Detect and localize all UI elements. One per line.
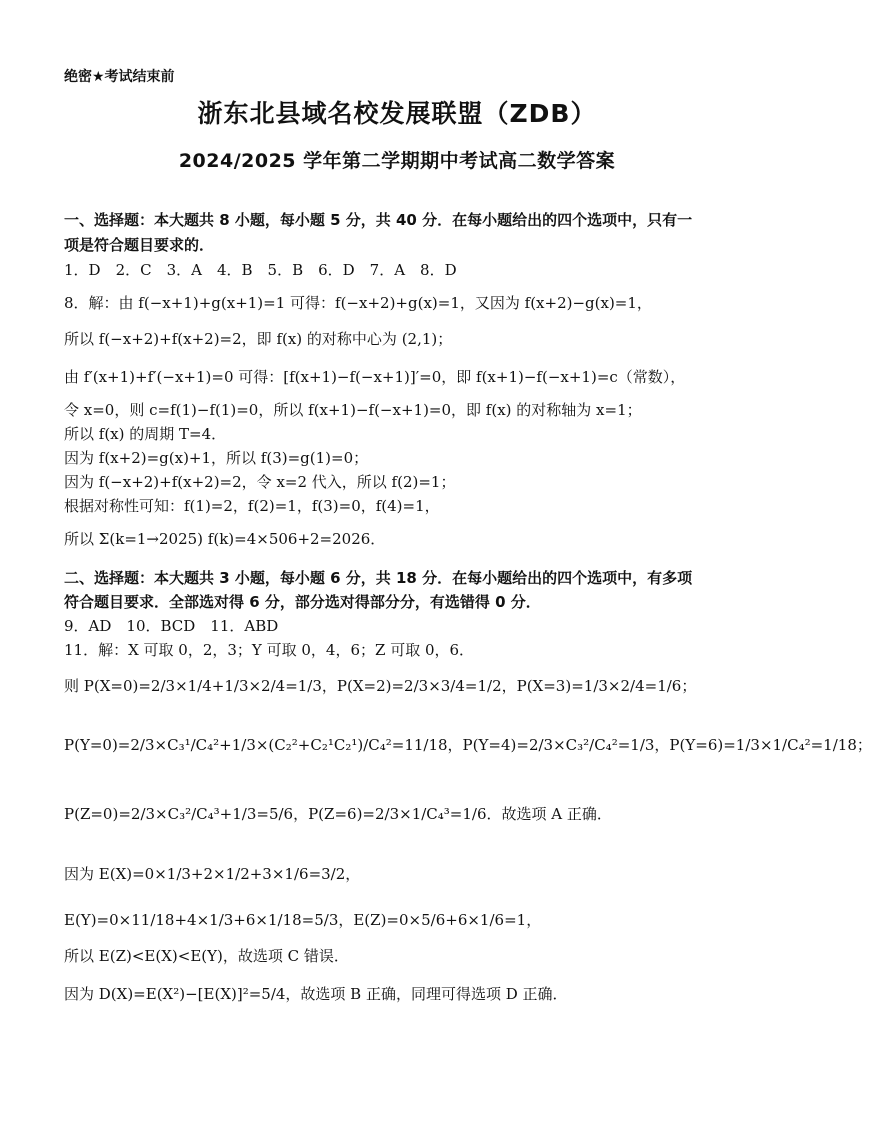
q11-line6: E(Y)=0×11/18+4×1/3+6×1/18=5/3，E(Z)=0×5/6+6×1/6=1， [64,911,542,929]
q11-line1: 11．解：X 可取 0，2，3；Y 可取 0，4，6；Z 可取 0，6． [64,641,475,659]
q8-line6: 因为 f(x+2)=g(x)+1，所以 f(3)=g(1)=0； [64,449,369,467]
q11-line8: 因为 D(X)=E(X²)−[E(X)]²=5/4，故选项 B 正确，同理可得选项 D 正确． [64,985,568,1003]
q8-line5: 所以 f(x) 的周期 T=4． [64,425,227,443]
document-subtitle: 2024/2025 学年第二学期期中考试高二数学答案 [178,150,616,172]
q8-line4: 令 x=0，则 c=f(1)−f(1)=0，所以 f(x+1)−f(−x+1)=0，即 f(x) 的对称轴为 x=1； [64,401,642,419]
q11-line3: P(Y=0)=2/3×C₃¹/C₄²+1/3×(C₂²+C₂¹C₂¹)/C₄²=11/18，P(Y=4)=2/3×C₃²/C₄²=1/3，P(Y=6)=1/3×1/C₄²=1/18； [64,736,872,754]
document-title: 浙东北县域名校发展联盟（ZDB） [197,99,597,128]
q8-line1: 8．解：由 f(−x+1)+g(x+1)=1 可得：f(−x+2)+g(x)=1，又因为 f(x+2)−g(x)=1， [64,294,652,312]
q8-line9: 所以 Σ(k=1→2025) f(k)=4×506+2=2026． [64,530,386,548]
q8-line8: 根据对称性可知：f(1)=2，f(2)=1，f(3)=0，f(4)=1， [64,497,440,515]
q11-line5: 因为 E(X)=0×1/3+2×1/2+3×1/6=3/2， [64,865,361,883]
q8-line2: 所以 f(−x+2)+f(x+2)=2，即 f(x) 的对称中心为 (2,1)； [64,330,453,348]
q8-line7: 因为 f(−x+2)+f(x+2)=2，令 x=2 代入，所以 f(2)=1； [64,473,456,491]
section1-heading-line2: 项是符合题目要求的． [64,236,215,254]
secret-label: 绝密★考试结束前 [64,69,175,85]
q11-line2: 则 P(X=0)=2/3×1/4+1/3×2/4=1/3，P(X=2)=2/3×3/4=1/2，P(X=3)=1/3×2/4=1/6； [64,677,697,695]
section2-answers: 9．AD 10．BCD 11．ABD [64,617,279,635]
q11-line7: 所以 E(Z)<E(X)<E(Y)，故选项 C 错误． [64,947,349,965]
section2-heading-line2: 符合题目要求．全部选对得 6 分，部分选对得部分分，有选错得 0 分． [64,593,541,611]
q11-line4: P(Z=0)=2/3×C₃²/C₄³+1/3=5/6，P(Z=6)=2/3×1/C₄³=1/6．故选项 A 正确． [64,805,612,823]
section1-answers: 1．D 2．C 3．A 4．B 5．B 6．D 7．A 8．D [64,261,457,279]
q8-line3: 由 f′(x+1)+f′(−x+1)=0 可得：[f(x+1)−f(−x+1)]′=0，即 f(x+1)−f(−x+1)=c（常数）， [64,368,686,386]
section2-heading-line1: 二、选择题：本大题共 3 小题，每小题 6 分，共 18 分．在每小题给出的四个选项中，有多项 [64,569,693,587]
section1-heading-line1: 一、选择题：本大题共 8 小题，每小题 5 分，共 40 分．在每小题给出的四个选项中，只有一 [64,211,693,229]
